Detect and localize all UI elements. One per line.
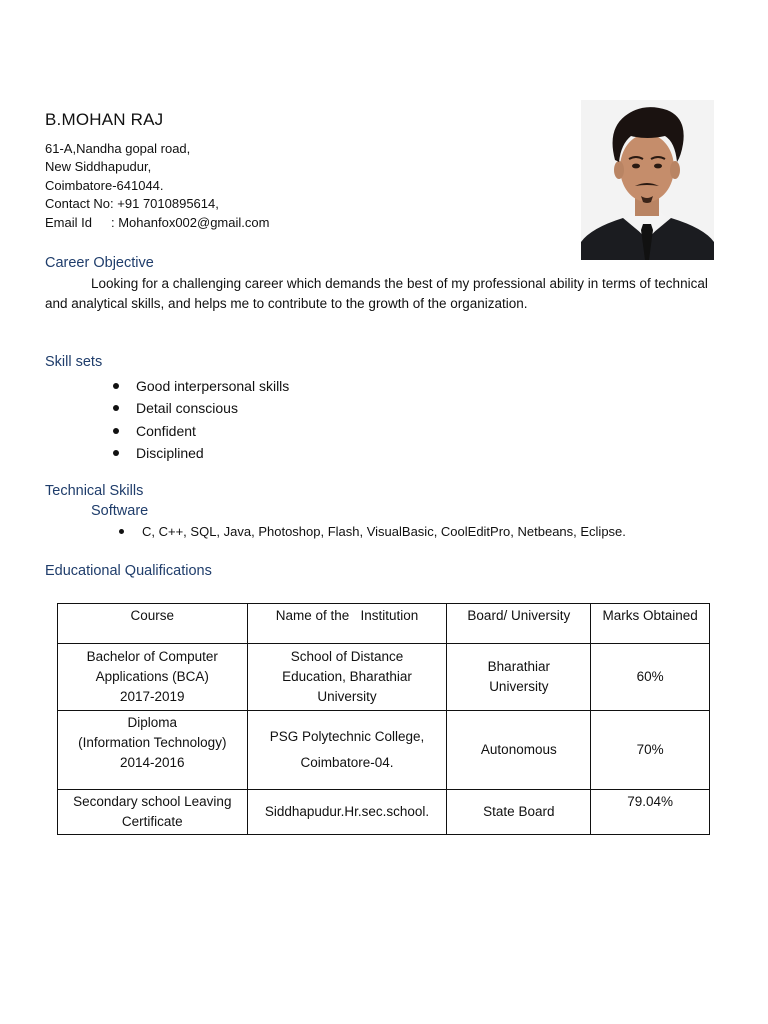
course-cell	[58, 711, 248, 790]
table-row	[58, 711, 710, 790]
board-cell	[447, 790, 591, 835]
software-subheading: Software	[91, 503, 149, 519]
skill-sets-heading: Skill sets	[45, 354, 103, 370]
cell-line: Bharathiar	[487, 659, 550, 674]
career-objective-text	[45, 274, 725, 314]
column-header-course: Course	[58, 604, 248, 644]
cell-line: 2014-2016	[120, 755, 185, 770]
cell-line: PSG Polytechnic College,	[269, 729, 425, 744]
software-list	[118, 522, 626, 542]
contact-label: Contact No:	[45, 196, 114, 212]
cell-line: University	[317, 689, 377, 704]
cell-line: Autonomous	[480, 742, 557, 757]
email-row	[45, 214, 269, 232]
career-objective-paragraph: Looking for a challenging career which demands the best of my professional ability in terms of technical and analytical skills, and helps me to contribute to the growth of the organization.	[45, 276, 708, 311]
address-line-2: New Siddhapudur,	[45, 159, 152, 175]
profile-photo-illustration	[581, 100, 714, 260]
column-header-institution: Name of the Institution	[247, 604, 447, 644]
list-item: Disciplined	[110, 442, 289, 464]
candidate-name: B.MOHAN RAJ	[45, 110, 164, 129]
cell-line: Bachelor of Computer	[86, 649, 218, 664]
marks-cell: 70%	[591, 711, 710, 790]
institution-cell	[247, 790, 447, 835]
cell-line: Education, Bharathiar	[282, 669, 412, 684]
column-header-board: Board/ University	[447, 604, 591, 644]
table-header-row	[58, 604, 710, 644]
list-item: Confident	[110, 420, 289, 442]
marks-cell: 60%	[591, 644, 710, 711]
email-label: Email Id	[45, 214, 92, 230]
table-row	[58, 790, 710, 835]
course-cell	[58, 790, 248, 835]
cell-line: Siddhapudur.Hr.sec.school.	[264, 804, 430, 819]
career-objective-heading: Career Objective	[45, 255, 154, 271]
cell-line: (Information Technology)	[78, 735, 227, 750]
board-cell	[447, 644, 591, 711]
list-item: C, C++, SQL, Java, Photoshop, Flash, VisualBasic, CoolEditPro, Netbeans, Eclipse.	[118, 522, 626, 542]
skill-sets-list	[110, 375, 289, 464]
cell-line: Applications (BCA)	[95, 669, 209, 684]
cell-line: 2017-2019	[120, 689, 185, 704]
cell-line: Diploma	[127, 715, 178, 730]
education-table	[57, 603, 710, 835]
cell-line: Coimbatore-04.	[300, 755, 394, 770]
table-row	[58, 644, 710, 711]
profile-photo	[581, 100, 714, 260]
cell-line: University	[489, 679, 549, 694]
cell-line: Certificate	[121, 814, 183, 829]
institution-cell	[247, 711, 447, 790]
marks-cell: 79.04%	[591, 790, 710, 835]
technical-skills-heading: Technical Skills	[45, 483, 144, 499]
address-line-3: Coimbatore-641044.	[45, 177, 164, 193]
institution-cell	[247, 644, 447, 711]
list-item: Good interpersonal skills	[110, 375, 289, 397]
cell-line: State Board	[483, 804, 555, 819]
column-header-marks: Marks Obtained	[591, 604, 710, 644]
course-cell	[58, 644, 248, 711]
board-cell	[447, 711, 591, 790]
cell-line: Secondary school Leaving	[73, 794, 232, 809]
list-item: Detail conscious	[110, 397, 289, 419]
cell-line: School of Distance	[290, 649, 404, 664]
contact-number-row	[45, 195, 269, 213]
educational-qualifications-heading: Educational Qualifications	[45, 563, 212, 579]
contact-block	[45, 140, 269, 232]
contact-number: +91 7010895614,	[117, 196, 219, 212]
email-address: : Mohanfox002@gmail.com	[111, 214, 270, 230]
address-line-1: 61-A,Nandha gopal road,	[45, 141, 191, 156]
